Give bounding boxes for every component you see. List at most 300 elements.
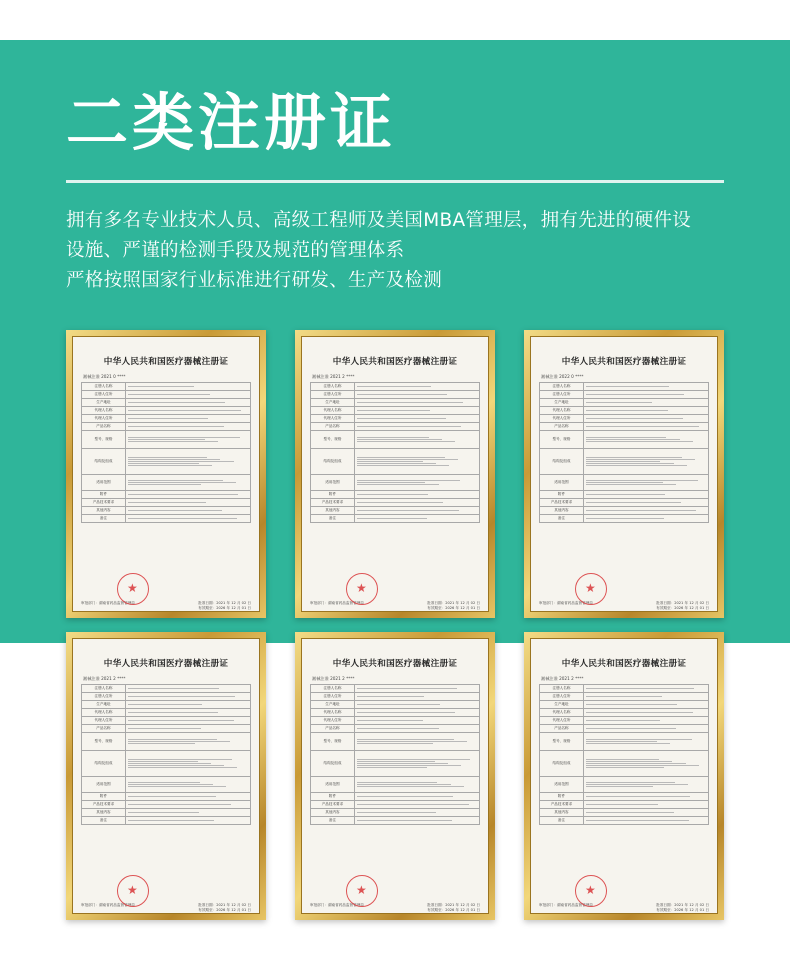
text-line xyxy=(586,741,657,742)
table-row xyxy=(540,793,709,801)
text-line xyxy=(586,437,666,438)
table-row xyxy=(540,423,709,431)
field-label: 产品技术要求 xyxy=(82,801,126,809)
field-value xyxy=(583,475,708,491)
field-value xyxy=(125,809,250,817)
field-label: 代理人住所 xyxy=(540,717,584,725)
text-line xyxy=(128,765,224,766)
table-row xyxy=(311,499,480,507)
field-label: 代理人住所 xyxy=(311,717,355,725)
field-label: 代理人名称 xyxy=(82,709,126,717)
field-value xyxy=(354,709,479,717)
table-row xyxy=(540,415,709,423)
approval-dates: 批准日期：2021 年 12 月 02 日 有效期至：2026 年 12 月 01 日 xyxy=(198,903,251,912)
field-value xyxy=(354,793,479,801)
table-row xyxy=(540,693,709,701)
text-line xyxy=(586,784,688,785)
field-label: 注册人名称 xyxy=(540,383,584,391)
field-label: 其他内容 xyxy=(540,809,584,817)
field-value xyxy=(583,751,708,777)
field-label: 代理人住所 xyxy=(82,717,126,725)
text-line xyxy=(357,688,457,689)
certificate-frame xyxy=(66,330,266,618)
text-line xyxy=(128,402,225,403)
text-line xyxy=(357,437,429,438)
field-value xyxy=(354,391,479,399)
text-line xyxy=(357,494,428,495)
text-line xyxy=(128,743,195,744)
field-label: 附件 xyxy=(540,793,584,801)
text-line xyxy=(128,482,236,483)
field-value xyxy=(583,499,708,507)
text-line xyxy=(586,418,683,419)
field-value xyxy=(125,399,250,407)
table-row xyxy=(540,383,709,391)
field-value xyxy=(125,701,250,709)
field-value xyxy=(583,415,708,423)
field-label: 代理人名称 xyxy=(82,407,126,415)
field-value xyxy=(583,423,708,431)
field-label: 注册人名称 xyxy=(540,685,584,693)
text-line xyxy=(357,761,435,762)
field-label: 结构及组成 xyxy=(311,449,355,475)
table-row xyxy=(540,491,709,499)
field-value xyxy=(125,499,250,507)
table-row xyxy=(311,407,480,415)
table-row xyxy=(311,809,480,817)
field-value xyxy=(583,507,708,515)
text-line xyxy=(357,386,431,387)
field-value xyxy=(125,491,250,499)
field-value xyxy=(583,817,708,825)
text-line xyxy=(357,763,448,764)
field-value xyxy=(125,709,250,717)
table-row xyxy=(82,399,251,407)
field-value xyxy=(125,475,250,491)
field-value xyxy=(354,449,479,475)
text-line xyxy=(586,426,699,427)
table-row xyxy=(540,801,709,809)
table-row xyxy=(82,499,251,507)
text-line xyxy=(357,759,470,760)
field-value xyxy=(583,407,708,415)
field-value xyxy=(583,449,708,475)
approval-dates: 批准日期：2021 年 12 月 02 日 有效期至：2026 年 12 月 01 日 xyxy=(656,903,709,912)
field-label: 注册人住所 xyxy=(311,693,355,701)
text-line xyxy=(586,510,696,511)
text-line xyxy=(586,688,694,689)
field-label: 生产地址 xyxy=(540,399,584,407)
text-line xyxy=(128,410,241,411)
field-label: 其他内容 xyxy=(311,809,355,817)
table-row xyxy=(311,391,480,399)
official-seal-icon xyxy=(346,573,378,605)
text-line xyxy=(128,502,206,503)
field-value xyxy=(583,383,708,391)
table-row xyxy=(82,423,251,431)
field-value xyxy=(354,423,479,431)
table-row xyxy=(82,817,251,825)
text-line xyxy=(357,518,427,519)
certificate-title: 中华人民共和国医疗器械注册证 xyxy=(561,357,687,367)
table-row xyxy=(311,725,480,733)
table-row xyxy=(82,701,251,709)
field-value xyxy=(583,801,708,809)
field-value xyxy=(354,751,479,777)
text-line xyxy=(357,782,437,783)
text-line xyxy=(357,820,452,821)
text-line xyxy=(357,712,455,713)
table-row xyxy=(82,685,251,693)
text-line xyxy=(128,782,200,783)
table-row xyxy=(82,431,251,449)
table-row xyxy=(540,725,709,733)
text-line xyxy=(357,743,433,744)
text-line xyxy=(586,386,669,387)
text-line xyxy=(128,759,232,760)
certificate-number: 湘械注准 2021 2 **** xyxy=(312,676,355,681)
table-row xyxy=(540,391,709,399)
issuer-text: 审批部门：湖南省药品监督管理局 xyxy=(539,903,593,907)
approval-dates: 批准日期：2021 年 12 月 02 日 有效期至：2026 年 12 月 01 日 xyxy=(198,601,251,610)
text-line xyxy=(357,741,467,742)
field-value xyxy=(583,685,708,693)
table-row xyxy=(82,415,251,423)
field-value xyxy=(583,733,708,751)
field-label: 产品技术要求 xyxy=(311,801,355,809)
field-value xyxy=(354,733,479,751)
approval-dates: 批准日期：2021 年 12 月 02 日 有效期至：2026 年 12 月 01 日 xyxy=(427,601,480,610)
table-row xyxy=(82,809,251,817)
field-value xyxy=(125,725,250,733)
field-label: 产品技术要求 xyxy=(540,801,584,809)
field-label: 适用范围 xyxy=(311,475,355,491)
text-line xyxy=(357,418,446,419)
field-label: 备注 xyxy=(311,515,355,523)
table-row xyxy=(540,399,709,407)
field-label: 生产地址 xyxy=(82,701,126,709)
field-label: 附件 xyxy=(540,491,584,499)
table-row xyxy=(311,515,480,523)
field-value xyxy=(354,701,479,709)
field-value xyxy=(125,751,250,777)
field-value xyxy=(354,817,479,825)
text-line xyxy=(357,480,460,481)
field-value xyxy=(354,415,479,423)
certificate-number: 湘械注准 2021 2 **** xyxy=(83,676,126,681)
field-value xyxy=(125,415,250,423)
text-line xyxy=(586,461,660,462)
text-line xyxy=(586,484,676,485)
table-row xyxy=(82,507,251,515)
field-label: 产品名称 xyxy=(82,423,126,431)
table-row xyxy=(311,415,480,423)
field-value xyxy=(125,383,250,391)
text-line xyxy=(357,463,436,464)
text-line xyxy=(357,510,459,511)
text-line xyxy=(357,812,436,813)
text-line xyxy=(357,461,423,462)
table-row xyxy=(311,383,480,391)
field-label: 附件 xyxy=(311,491,355,499)
text-line xyxy=(586,502,681,503)
text-line xyxy=(128,688,219,689)
table-row xyxy=(82,449,251,475)
text-line xyxy=(128,761,198,762)
text-line xyxy=(586,410,668,411)
table-row xyxy=(540,407,709,415)
certificate-title: 中华人民共和国医疗器械注册证 xyxy=(332,659,458,669)
field-value xyxy=(354,777,479,793)
text-line xyxy=(128,728,201,729)
text-line xyxy=(128,518,237,519)
text-line xyxy=(128,741,230,742)
field-value xyxy=(583,777,708,793)
table-row xyxy=(311,507,480,515)
table-row xyxy=(540,751,709,777)
table-row xyxy=(540,809,709,817)
table-row xyxy=(82,515,251,523)
table-row xyxy=(540,515,709,523)
field-value xyxy=(583,717,708,725)
field-label: 型号、规格 xyxy=(540,733,584,751)
field-label: 备注 xyxy=(82,515,126,523)
field-value xyxy=(354,717,479,725)
table-row xyxy=(82,491,251,499)
text-line xyxy=(128,441,218,442)
text-line xyxy=(128,739,217,740)
text-line xyxy=(586,765,699,766)
text-line xyxy=(586,796,690,797)
table-row xyxy=(82,709,251,717)
text-line xyxy=(128,704,202,705)
table-row xyxy=(82,725,251,733)
field-value xyxy=(583,515,708,523)
certificate-document xyxy=(72,336,260,612)
field-value xyxy=(583,431,708,449)
table-row xyxy=(311,817,480,825)
text-line xyxy=(586,761,672,762)
text-line xyxy=(357,394,447,395)
field-label: 结构及组成 xyxy=(311,751,355,777)
certificate-document xyxy=(301,638,489,914)
field-value xyxy=(354,809,479,817)
certificate-document xyxy=(530,638,718,914)
field-label: 产品名称 xyxy=(311,423,355,431)
text-line xyxy=(586,767,664,768)
certificate-frame xyxy=(295,632,495,920)
field-label: 其他内容 xyxy=(82,809,126,817)
text-line xyxy=(128,784,213,785)
text-line xyxy=(128,457,207,458)
field-value xyxy=(583,793,708,801)
certificate-frame xyxy=(524,330,724,618)
field-value xyxy=(125,423,250,431)
table-row xyxy=(82,793,251,801)
intro-line-3: 严格按照国家行业标准进行研发、生产及检测 xyxy=(66,270,443,291)
field-label: 注册人住所 xyxy=(82,693,126,701)
field-value xyxy=(354,725,479,733)
official-seal-icon xyxy=(575,573,607,605)
field-value xyxy=(125,793,250,801)
certificate-number: 湘械注准 2021 2 **** xyxy=(312,374,355,379)
field-label: 适用范围 xyxy=(82,475,126,491)
certificate-table xyxy=(310,382,480,523)
table-row xyxy=(311,423,480,431)
field-value xyxy=(583,491,708,499)
field-label: 代理人住所 xyxy=(311,415,355,423)
official-seal-icon xyxy=(575,875,607,907)
table-row xyxy=(311,733,480,751)
issuer-text: 审批部门：湖南省药品监督管理局 xyxy=(539,601,593,605)
field-label: 生产地址 xyxy=(82,399,126,407)
table-row xyxy=(540,777,709,793)
table-row xyxy=(82,475,251,491)
text-line xyxy=(586,820,689,821)
field-label: 其他内容 xyxy=(311,507,355,515)
field-value xyxy=(125,391,250,399)
issuer-text: 审批部门：湖南省药品监督管理局 xyxy=(310,903,364,907)
text-line xyxy=(586,743,670,744)
field-value xyxy=(583,709,708,717)
field-label: 备注 xyxy=(540,515,584,523)
table-row xyxy=(82,801,251,809)
text-line xyxy=(128,461,234,462)
table-row xyxy=(311,701,480,709)
field-label: 代理人名称 xyxy=(311,407,355,415)
table-row xyxy=(540,733,709,751)
field-label: 结构及组成 xyxy=(82,751,126,777)
table-row xyxy=(540,709,709,717)
certificate-title: 中华人民共和国医疗器械注册证 xyxy=(561,659,687,669)
field-label: 生产地址 xyxy=(540,701,584,709)
field-value xyxy=(125,801,250,809)
text-line xyxy=(586,739,692,740)
field-value xyxy=(125,507,250,515)
field-label: 产品名称 xyxy=(540,725,584,733)
field-label: 代理人名称 xyxy=(311,709,355,717)
text-line xyxy=(586,712,693,713)
certificate-frame xyxy=(524,632,724,920)
text-line xyxy=(586,782,675,783)
table-row xyxy=(311,491,480,499)
field-value xyxy=(125,733,250,751)
certificate-number: 湘械注准 2022 0 **** xyxy=(541,374,584,379)
text-line xyxy=(586,720,660,721)
table-row xyxy=(540,449,709,475)
text-line xyxy=(128,439,205,440)
text-line xyxy=(357,767,427,768)
text-line xyxy=(357,402,463,403)
text-line xyxy=(586,457,682,458)
text-line xyxy=(586,402,652,403)
field-label: 注册人住所 xyxy=(540,391,584,399)
certificate-number: 湘械注准 2021 2 **** xyxy=(541,676,584,681)
field-label: 产品名称 xyxy=(82,725,126,733)
table-row xyxy=(311,717,480,725)
certificate-table xyxy=(81,684,251,825)
field-label: 注册人名称 xyxy=(82,685,126,693)
field-value xyxy=(354,491,479,499)
field-value xyxy=(354,685,479,693)
table-row xyxy=(82,717,251,725)
table-row xyxy=(311,693,480,701)
field-label: 备注 xyxy=(311,817,355,825)
table-row xyxy=(82,777,251,793)
field-label: 注册人住所 xyxy=(540,693,584,701)
field-label: 型号、规格 xyxy=(540,431,584,449)
text-line xyxy=(586,786,653,787)
text-line xyxy=(357,457,445,458)
text-line xyxy=(128,463,199,464)
text-line xyxy=(357,728,439,729)
title-underline xyxy=(66,180,724,183)
text-line xyxy=(128,418,208,419)
text-line xyxy=(357,410,430,411)
text-line xyxy=(128,767,237,768)
text-line xyxy=(586,696,662,697)
field-value xyxy=(583,725,708,733)
field-value xyxy=(354,499,479,507)
field-label: 适用范围 xyxy=(540,475,584,491)
text-line xyxy=(357,439,442,440)
field-label: 注册人住所 xyxy=(311,391,355,399)
approval-dates: 批准日期：2021 年 12 月 02 日 有效期至：2026 年 12 月 01 日 xyxy=(427,903,480,912)
text-line xyxy=(128,786,226,787)
field-value xyxy=(125,407,250,415)
text-line xyxy=(357,441,455,442)
table-row xyxy=(540,685,709,693)
certificate-frame xyxy=(295,330,495,618)
text-line xyxy=(128,437,240,438)
field-label: 型号、规格 xyxy=(82,733,126,751)
text-line xyxy=(586,459,695,460)
field-value xyxy=(354,515,479,523)
field-label: 型号、规格 xyxy=(311,431,355,449)
text-line xyxy=(357,459,458,460)
field-label: 适用范围 xyxy=(311,777,355,793)
text-line xyxy=(128,796,216,797)
text-line xyxy=(128,484,201,485)
field-label: 附件 xyxy=(82,793,126,801)
table-row xyxy=(540,717,709,725)
table-row xyxy=(540,701,709,709)
certificate-document xyxy=(530,336,718,612)
field-value xyxy=(125,431,250,449)
text-line xyxy=(357,484,439,485)
field-value xyxy=(125,515,250,523)
field-label: 附件 xyxy=(82,491,126,499)
text-line xyxy=(128,696,235,697)
field-label: 注册人名称 xyxy=(311,383,355,391)
field-label: 结构及组成 xyxy=(540,751,584,777)
field-value xyxy=(354,507,479,515)
table-row xyxy=(82,693,251,701)
text-line xyxy=(357,765,461,766)
field-label: 代理人住所 xyxy=(540,415,584,423)
text-line xyxy=(128,720,234,721)
certificate-title: 中华人民共和国医疗器械注册证 xyxy=(103,659,229,669)
text-line xyxy=(357,696,424,697)
table-row xyxy=(311,777,480,793)
field-label: 注册人住所 xyxy=(82,391,126,399)
field-label: 型号、规格 xyxy=(82,431,126,449)
text-line xyxy=(586,439,680,440)
text-line xyxy=(586,482,663,483)
table-row xyxy=(311,685,480,693)
text-line xyxy=(586,480,698,481)
field-value xyxy=(583,391,708,399)
